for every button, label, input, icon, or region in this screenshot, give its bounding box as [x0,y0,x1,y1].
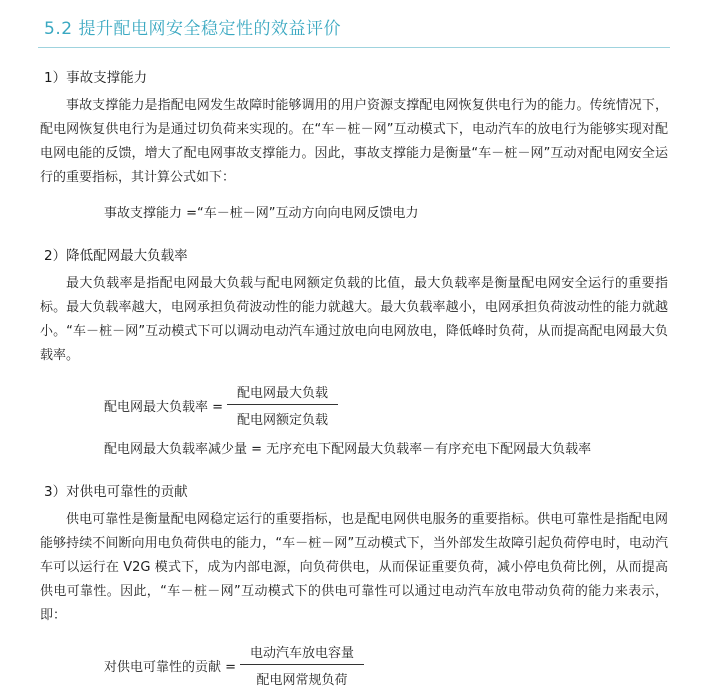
formula-max-load-rate-reduction: 配电网最大负载率减少量 = 无序充电下配网最大负载率－有序充电下配网最大负载率 [104,442,592,458]
formula-max-load-rate-label: 配电网最大负载率 = [104,399,224,415]
document-page [0,14,708,688]
page-title: 5.2 提升配电网安全稳定性的效益评价 [44,19,341,39]
formula-reliability-contribution [104,642,672,688]
paragraph-accident-support: 事故支撑能力是指配电网发生故障时能够调用的用户资源支撑配电网恢复供电行为的能力。传统情况下，配电网恢复供电行为是通过切负荷来实现的。在“车－桩－网”互动模式下，电动汽车的放电行为能够实现对配电网电能的反馈，增大了配电网事故支撑能力。因此，事故支撑能力是衡量“车－桩－网”互动对配电网安全运行的重要指标，其计算公式如下： [40,98,668,186]
title-divider [38,47,670,48]
formula-reliability-numerator: 电动汽车放电容量 [240,642,364,665]
paragraph-reliability-contribution: 供电可靠性是衡量配电网稳定运行的重要指标，也是配电网供电服务的重要指标。供电可靠性是指配电网能够持续不间断向用电负荷供电的能力，“车－桩－网”互动模式下，当外部发生故障引起负荷停电时，电动汽车可以运行在 V2G 模式下，成为内部电源，向负荷供电，从而保证重要负荷，减小停电负荷比例，从而提高供电可靠性。因此，“车－桩－网”互动模式下的供电可靠性可以通过电动汽车放电带动负荷的能力来表示，即： [40,511,668,624]
formula-accident-support: 事故支撑能力 =“车－桩－网”互动方向向电网反馈电力 [104,206,419,222]
formula-max-load-rate-fraction [227,382,338,428]
formula-max-load-rate [104,382,672,428]
formula-max-load-rate-denominator: 配电网额定负载 [237,413,329,429]
formula-reliability-denominator: 配电网常规负荷 [256,673,348,688]
formula-reliability-label: 对供电可靠性的贡献 = [104,659,237,675]
subheading-max-load-rate: 2）降低配网最大负载率 [44,247,188,264]
subheading-reliability-contribution: 3）对供电可靠性的贡献 [44,483,188,500]
formula-max-load-rate-numerator: 配电网最大负载 [227,382,338,405]
formula-reliability-fraction [240,642,364,688]
paragraph-max-load-rate: 最大负载率是指配电网最大负载与配电网额定负载的比值，最大负载率是衡量配电网安全运行的重要指标。最大负载率越大，电网承担负荷波动性的能力就越大。最大负载率越小，电网承担负荷波动性的能力就越小。“车－桩－网”互动模式下可以调动电动汽车通过放电向电网放电，降低峰时负荷，从而提高配电网最大负载率。 [40,276,668,364]
subheading-accident-support: 1）事故支撑能力 [44,70,148,86]
